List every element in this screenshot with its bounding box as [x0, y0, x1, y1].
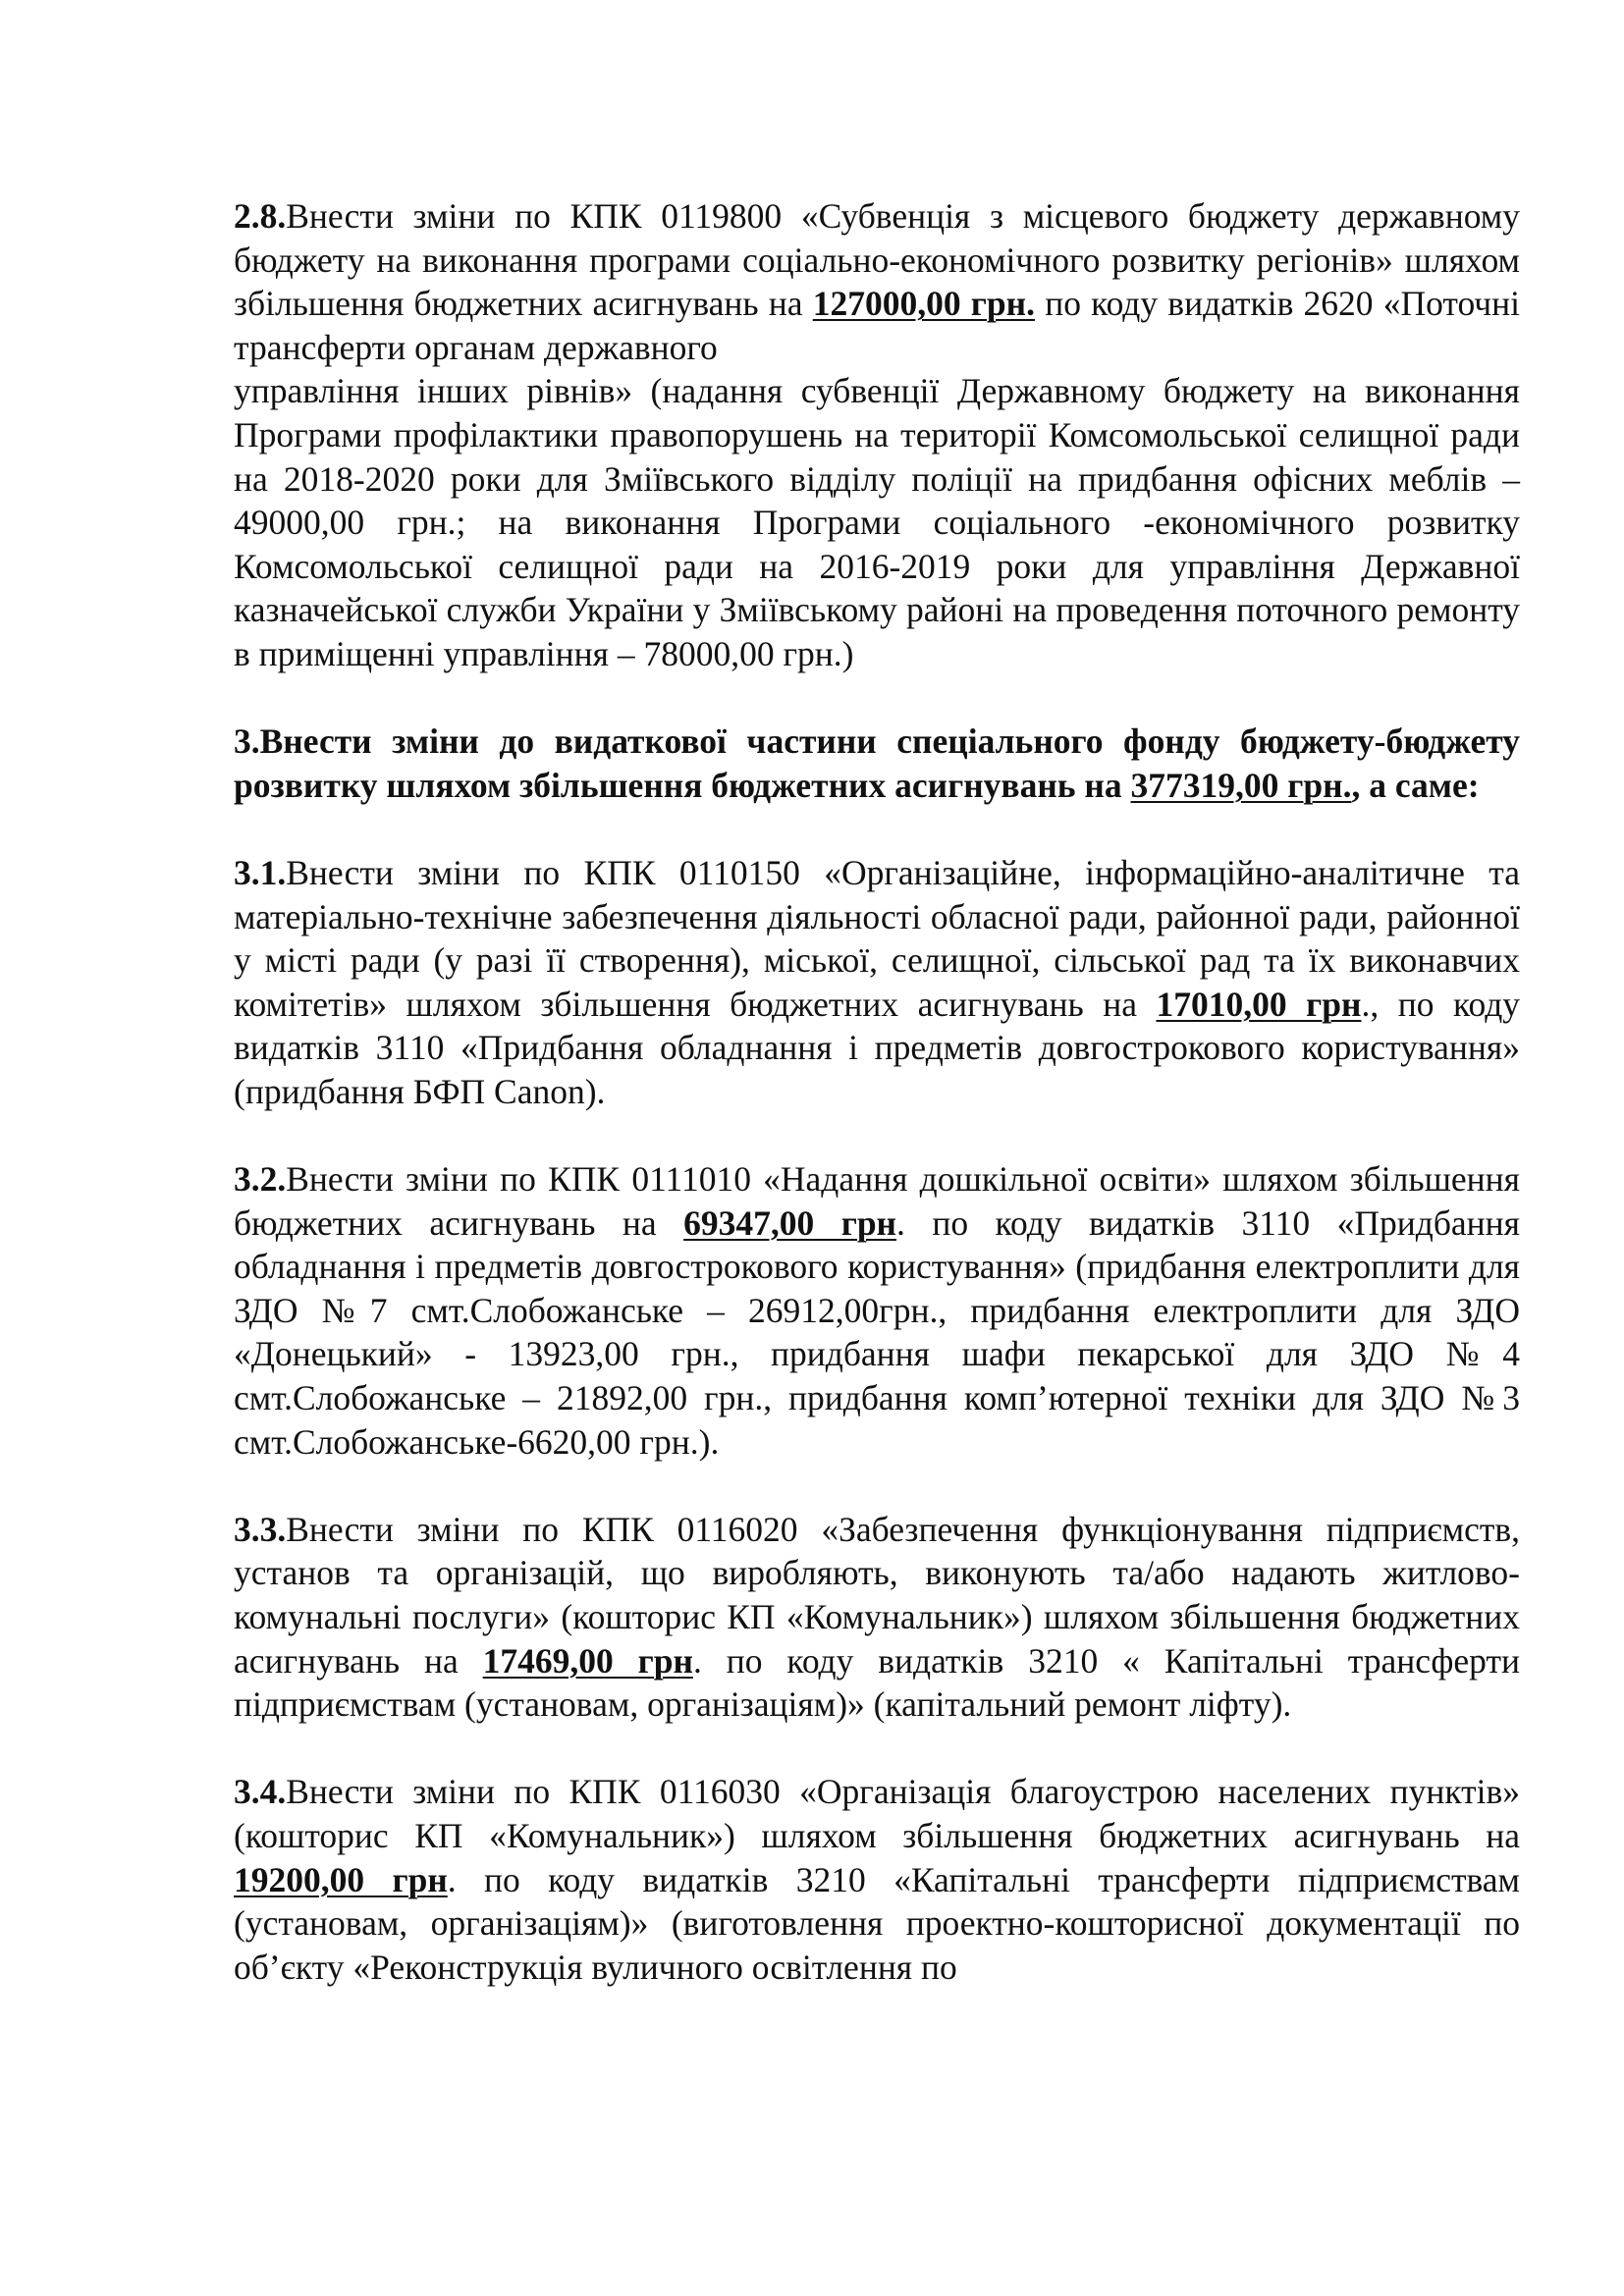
paragraph-3-4 — [234, 1770, 1520, 1989]
document-page — [234, 194, 1520, 2033]
amount: 377319,00 грн. — [1130, 765, 1352, 805]
paragraph-text-tail: . по коду видатків 3110 «Придбання обладнання і предметів довгострокового користування» (придбання електроплити для ЗДО №7 смт.Слобожанське – 26912,00грн., придбання електроплити для ЗДО «Донецький» - 13923,00 грн., придбання шафи пекарської для ЗДО №4 смт.Слобожанське – 21892,00 грн., придбання комп’ютерної техніки для ЗДО №3 смт.Слобожанське-6620,00 грн.). — [234, 1202, 1520, 1462]
paragraph-3-2 — [234, 1157, 1520, 1464]
amount: 19200,00 грн — [234, 1859, 448, 1899]
item-number: 2.8. — [234, 196, 287, 236]
section-3-heading — [234, 720, 1520, 807]
heading-text: 3.Внести зміни до видаткової частини спеціального фонду бюджету-бюджету розвитку шляхом збільшення бюджетних асигнувань на — [234, 721, 1520, 805]
heading-text-tail: , а саме: — [1351, 765, 1480, 805]
paragraph-text: Внести зміни по КПК 0111010 «Надання дошкільної освіти» шляхом збільшення бюджетних асигнувань на — [234, 1159, 1520, 1243]
paragraph-text-tail: . по коду видатків 3210 « Капітальні трансферти підприємствам (установам, організаціям)» (капітальний ремонт ліфту). — [234, 1640, 1520, 1725]
paragraph-text-tail: . по коду видатків 3210 «Капітальні трансферти підприємствам (установам, організаціям)» (виготовлення проектно-кошторисної документації по об’єкту «Реконструкція вуличного освітлення по — [234, 1859, 1520, 1987]
item-number: 3.3. — [234, 1509, 287, 1549]
amount: 17469,00 грн — [482, 1640, 693, 1681]
amount: 17010,00 грн — [1156, 984, 1362, 1024]
paragraph-text-continued: управління інших рівнів» (надання субвенції Державному бюджету на виконання Програми профілактики правопорушень на території Комсомольської селищної ради на 2018-2020 роки для Зміївського відділу поліції на придбання офісних меблів – 49000,00 грн.; на виконання Програми соціального -економічного розвитку Комсомольської селищної ради на 2016-2019 роки для управління Державної казначейської служби України у Зміївському районі на проведення поточного ремонту в приміщенні управління – 78000,00 грн.) — [234, 371, 1520, 673]
amount: 69347,00 грн — [683, 1202, 897, 1243]
paragraph-2-8 — [234, 194, 1520, 676]
paragraph-text-tail: ., по коду видатків 3110 «Придбання обладнання і предметів довгострокового користування» (придбання БФП Canon). — [234, 984, 1521, 1111]
item-number: 3.1. — [234, 852, 287, 892]
paragraph-text: Внести зміни по КПК 0116030 «Організація благоустрою населених пунктів» (кошторис КП «Комунальник») шляхом збільшення бюджетних асигнувань на — [234, 1772, 1520, 1855]
amount: 127000,00 грн. — [812, 284, 1036, 324]
item-number: 3.4. — [234, 1772, 287, 1812]
paragraph-3-3 — [234, 1508, 1520, 1727]
paragraph-text: Внести зміни по КПК 0110150 «Організаційне, інформаційно-аналітичне та матеріально-технічне забезпечення діяльності обласної ради, районної ради, районної у місті ради (у разі її створення), міської, селищної, сільської рад та їх виконавчих комітетів» шляхом збільшення бюджетних асигнувань на — [234, 852, 1520, 1024]
paragraph-text-tail: по коду видатків 2620 «Поточні трансферти органам державного — [234, 284, 1520, 367]
paragraph-text: Внести зміни по КПК 0119800 «Субвенція з місцевого бюджету державному бюджету на виконання програми соціально-економічного розвитку регіонів» шляхом збільшення бюджетних асигнувань на — [234, 196, 1520, 324]
paragraph-3-1 — [234, 851, 1520, 1114]
paragraph-text: Внести зміни по КПК 0116020 «Забезпечення функціонування підприємств, установ та організацій, що виробляють, виконують та/або надають житлово-комунальні послуги» (кошторис КП «Комунальник») шляхом збільшення бюджетних асигнувань на — [234, 1509, 1520, 1681]
item-number: 3.2. — [234, 1159, 287, 1200]
